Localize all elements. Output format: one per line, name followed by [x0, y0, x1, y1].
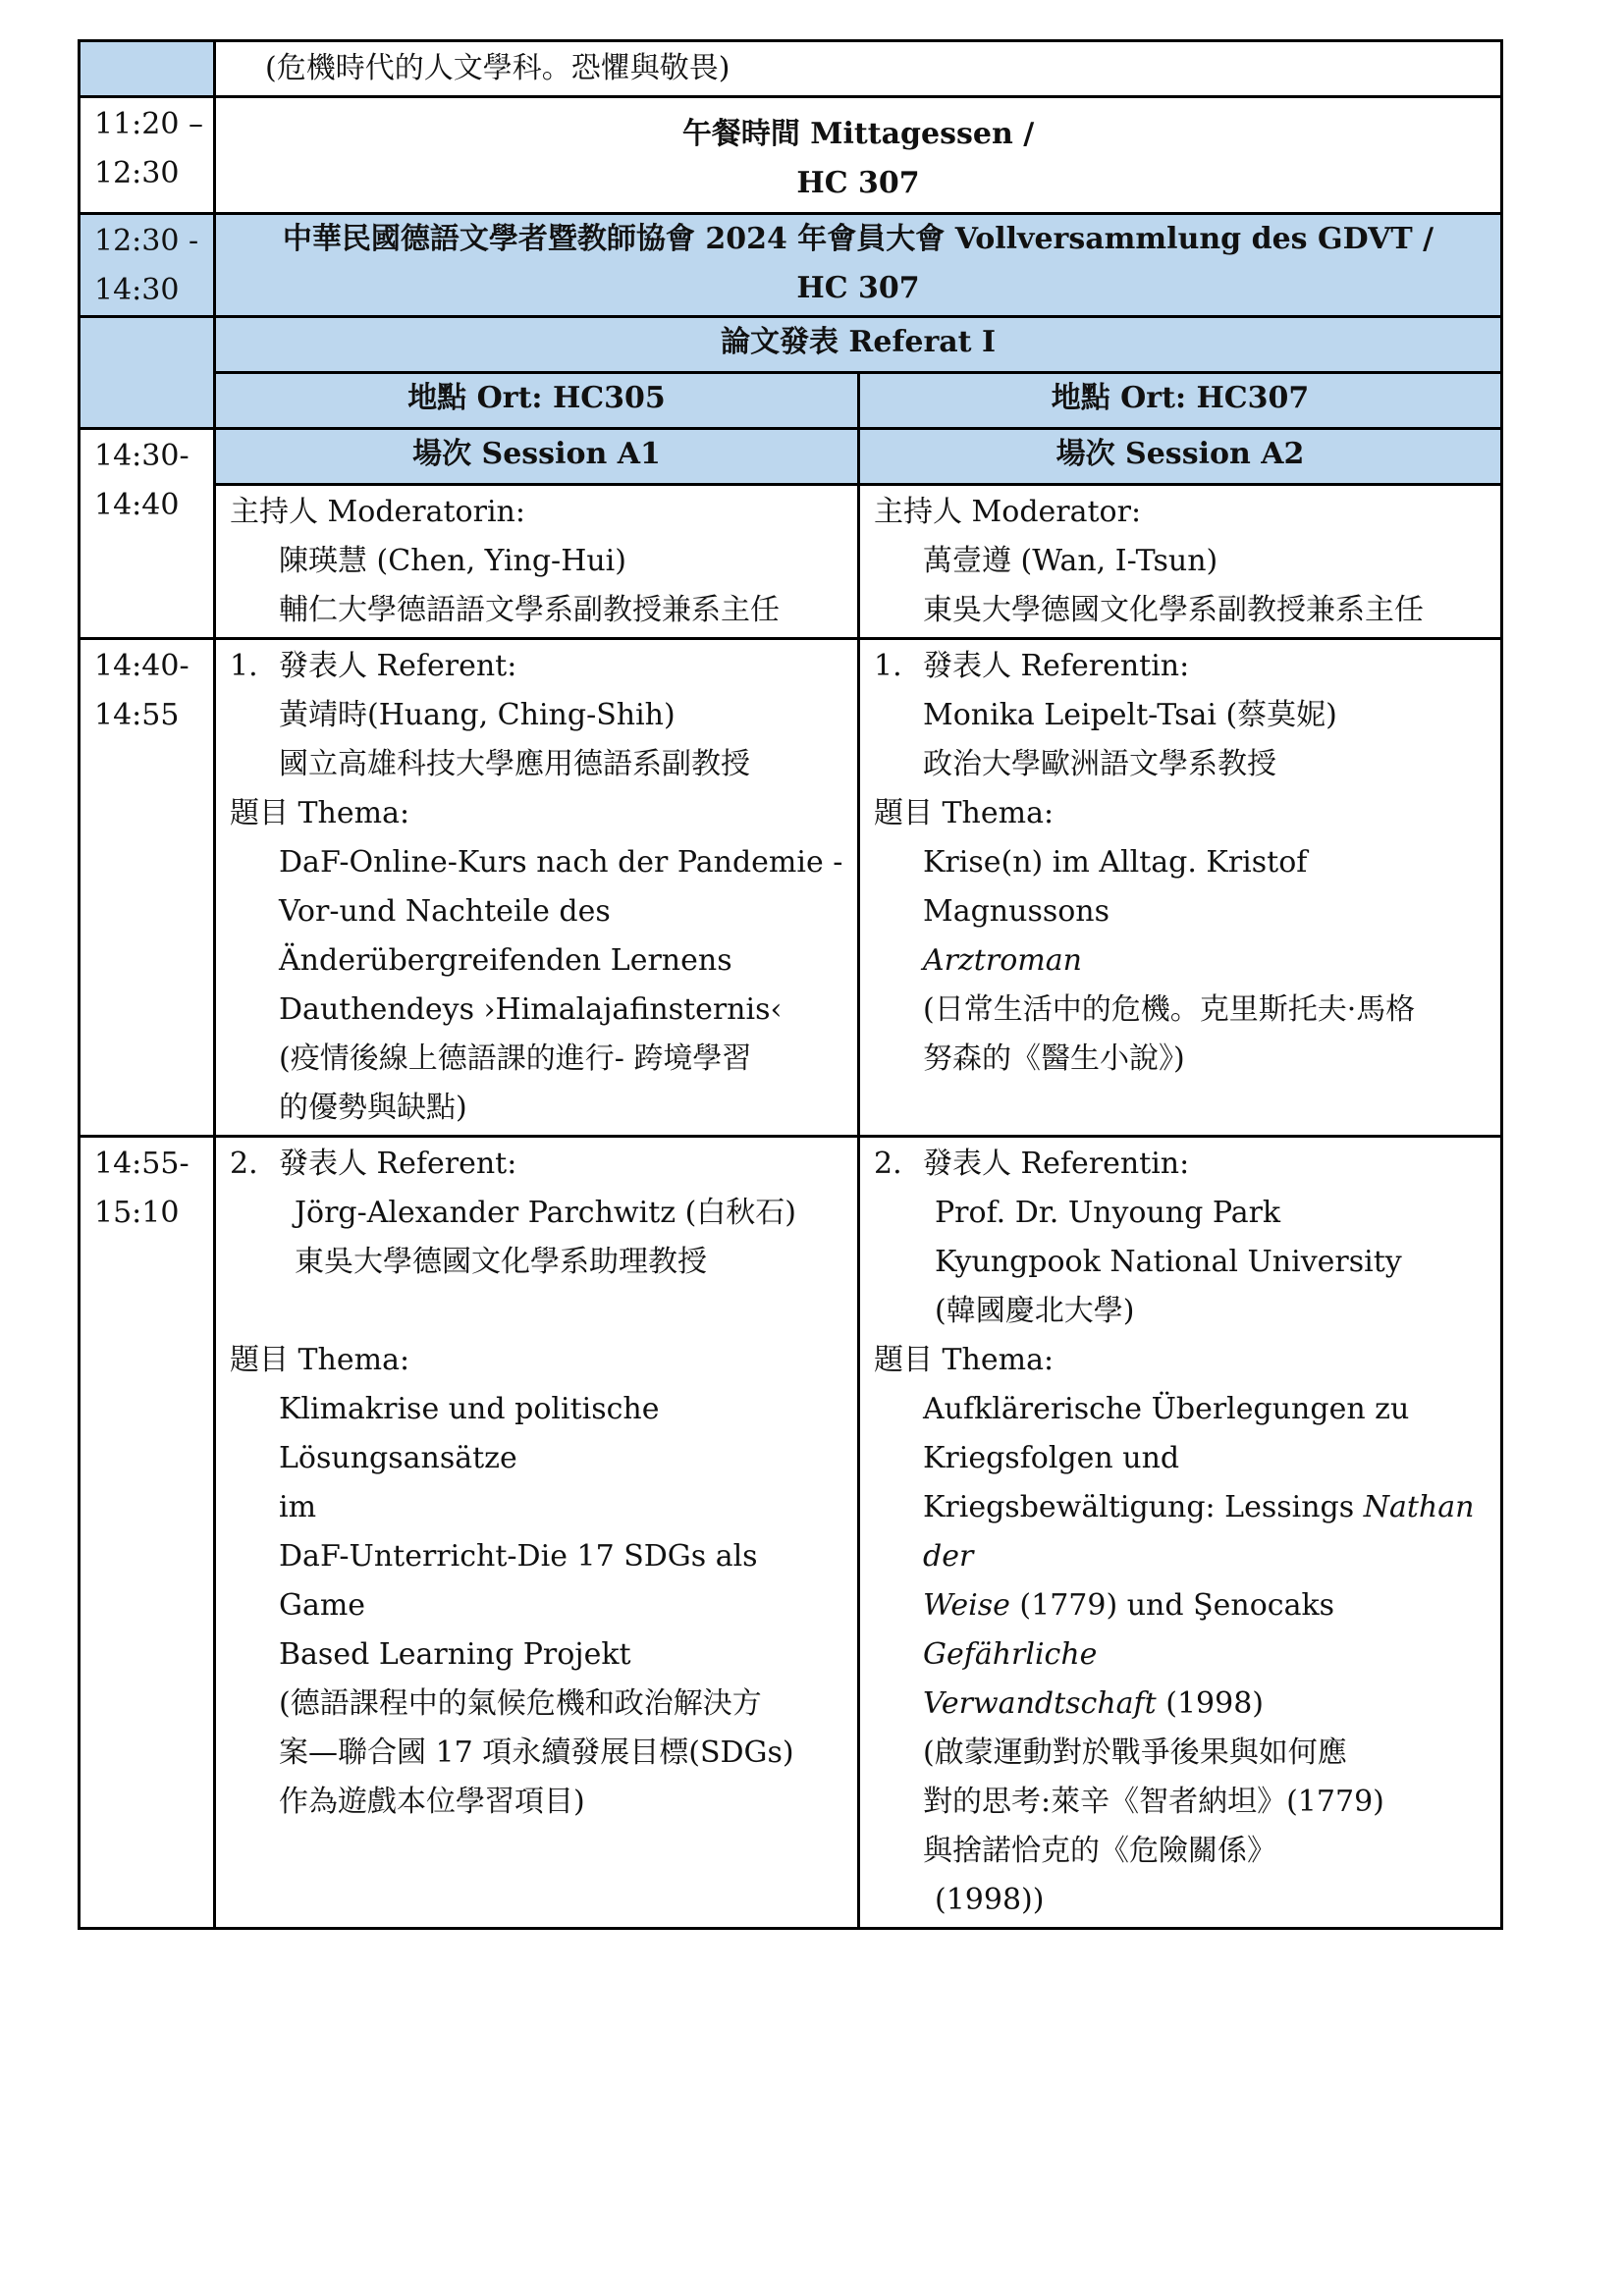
talk-1-b: [859, 639, 1502, 1137]
time-start: 11:20 –: [94, 107, 203, 141]
thema-line: 努森的《醫生小說》): [923, 1041, 1185, 1076]
thema-title: Gefährliche: [923, 1637, 1098, 1672]
time-start: 14:30-: [94, 439, 189, 473]
thema-line: Arztroman: [923, 943, 1082, 978]
presenter-line: [230, 642, 847, 691]
lunch-title: 午餐時間 Mittagessen /: [681, 117, 1035, 151]
presenter-line: [874, 1140, 1490, 1189]
thema-line: DaF-Online-Kurs nach der Pandemie -: [279, 845, 843, 880]
presenter-name: Prof. Dr. Unyoung Park: [935, 1196, 1281, 1230]
time-cell: [80, 429, 215, 639]
thema-line: (疫情後線上德語課的進行- 跨境學習: [279, 1041, 752, 1076]
presenter-label: 發表人 Referentin:: [923, 649, 1190, 683]
thema-line: 與捨諾恰克的《危險關係》: [923, 1834, 1276, 1868]
presenter-affiliation: 國立高雄科技大學應用德語系副教授: [279, 747, 750, 781]
moderator-name: 萬壹遵 (Wan, I-Tsun): [923, 544, 1218, 578]
thema-line: 案—聯合國 17 項永續發展目標(SDGs): [279, 1735, 794, 1770]
thema-line: [874, 1483, 1490, 1581]
time-cell: [80, 41, 215, 97]
spacer: [230, 1287, 847, 1336]
thema-line: DaF-Unterricht-Die 17 SDGs als Game: [279, 1539, 758, 1623]
thema-line: (德語課程中的氣候危機和政治解決方: [279, 1686, 762, 1721]
presenter-label: 發表人 Referent:: [279, 649, 517, 683]
presenter-affiliation: (韓國慶北大學): [935, 1294, 1135, 1328]
thema-text: Kriegsbewältigung: Lessings: [923, 1490, 1364, 1524]
presenter-name: Monika Leipelt-Tsai (蔡莫妮): [923, 698, 1337, 732]
session-a: 場次 Session A1: [215, 429, 859, 485]
time-cell: [80, 317, 215, 429]
schedule-table: [78, 39, 1503, 1930]
thema-text: (1998): [1156, 1686, 1265, 1721]
time-end: 14:40: [94, 488, 180, 522]
time-start: 12:30 -: [94, 224, 199, 258]
thema-line: im: [279, 1490, 317, 1524]
assembly-title: 中華民國德語文學者暨教師協會 2024 年會員大會 Vollversammlung des GDVT /: [282, 222, 1434, 256]
thema-line: Based Learning Projekt: [279, 1637, 631, 1672]
row-talk-2: [80, 1137, 1502, 1929]
thema-line: 對的思考:萊辛《智者納坦》(1779): [923, 1785, 1384, 1819]
thema-label: 題目 Thema:: [230, 1343, 410, 1377]
previous-cell: [215, 41, 1502, 97]
moderator-a: [215, 485, 859, 639]
previous-text: (危機時代的人文學科。恐懼與敬畏): [265, 51, 730, 85]
presenter-name: 黃靖時(Huang, Ching-Shih): [279, 698, 676, 732]
moderator-b: [859, 485, 1502, 639]
assembly-room: HC 307: [796, 271, 920, 305]
thema-title: Nathan der: [923, 1490, 1475, 1574]
thema-line: (日常生活中的危機。克里斯托夫·馬格: [923, 992, 1416, 1027]
presenter-line: [230, 1140, 847, 1189]
time-end: 14:30: [94, 273, 180, 307]
thema-title: Verwandtschaft: [923, 1686, 1157, 1721]
thema-label: 題目 Thema:: [874, 1343, 1055, 1377]
presenter-label: 發表人 Referent:: [279, 1147, 517, 1181]
talk-number: 2.: [874, 1147, 902, 1181]
thema-line: Kriegsfolgen und: [923, 1441, 1180, 1475]
presenter-affiliation: 政治大學歐洲語文學系教授: [923, 747, 1276, 781]
time-start: 14:55-: [94, 1147, 189, 1181]
time-cell: [80, 639, 215, 1137]
talk-2-b: [859, 1137, 1502, 1929]
moderator-label: 主持人 Moderator:: [874, 495, 1142, 529]
presenter-line: [874, 642, 1490, 691]
thema-label: 題目 Thema:: [874, 796, 1055, 830]
thema-title: Weise: [923, 1588, 1010, 1623]
time-end: 12:30: [94, 156, 180, 190]
assembly-cell: [215, 214, 1502, 317]
row-lunch: [80, 97, 1502, 214]
thema-line: Dauthendeys ›Himalajafinsternis‹: [279, 992, 783, 1027]
thema-line: 的優勢與缺點): [279, 1091, 467, 1125]
referat-title: 論文發表 Referat I: [215, 317, 1502, 373]
thema-line: Krise(n) im Alltag. Kristof Magnussons: [923, 845, 1308, 929]
moderator-affiliation: 輔仁大學德語語文學系副教授兼系主任: [279, 593, 780, 627]
location-a: 地點 Ort: HC305: [215, 373, 859, 429]
thema-line: Klimakrise und politische Lösungsansätze: [279, 1392, 660, 1475]
talk-1-a: [215, 639, 859, 1137]
presenter-name: Jörg-Alexander Parchwitz (白秋石): [295, 1196, 797, 1230]
thema-line: 作為遊戲本位學習項目): [279, 1785, 585, 1819]
time-cell: [80, 214, 215, 317]
presenter-affiliation: Kyungpook National University: [935, 1245, 1402, 1279]
talk-number: 2.: [230, 1147, 258, 1181]
row-talk-1: [80, 639, 1502, 1137]
talk-number: 1.: [874, 649, 902, 683]
location-b: 地點 Ort: HC307: [859, 373, 1502, 429]
thema-line: Aufklärerische Überlegungen zu: [923, 1392, 1410, 1426]
thema-line: (1998)): [935, 1883, 1045, 1917]
presenter-label: 發表人 Referentin:: [923, 1147, 1190, 1181]
row-session: [80, 429, 1502, 485]
session-b: 場次 Session A2: [859, 429, 1502, 485]
row-referat-title: [80, 317, 1502, 373]
thema-label: 題目 Thema:: [230, 796, 410, 830]
row-previous: [80, 41, 1502, 97]
time-end: 14:55: [94, 698, 180, 732]
moderator-name: 陳瑛慧 (Chen, Ying-Hui): [279, 544, 626, 578]
presenter-affiliation: 東吳大學德國文化學系助理教授: [295, 1245, 707, 1279]
talk-2-a: [215, 1137, 859, 1929]
thema-line: Vor-und Nachteile des: [279, 894, 611, 929]
thema-text: (1779) und Şenocaks: [1009, 1588, 1335, 1623]
row-moderators: [80, 485, 1502, 639]
moderator-label: 主持人 Moderatorin:: [230, 495, 525, 529]
thema-line: [874, 1680, 1490, 1729]
row-locations: [80, 373, 1502, 429]
time-start: 14:40-: [94, 649, 189, 683]
time-end: 15:10: [94, 1196, 180, 1230]
lunch-room: HC 307: [796, 166, 920, 200]
lunch-cell: [215, 97, 1502, 214]
thema-line: (啟蒙運動對於戰爭後果與如何應: [923, 1735, 1347, 1770]
moderator-affiliation: 東吳大學德國文化學系副教授兼系主任: [923, 593, 1424, 627]
thema-line: [874, 1581, 1490, 1680]
time-cell: [80, 97, 215, 214]
time-cell: [80, 1137, 215, 1929]
thema-line: Änderübergreifenden Lernens: [279, 943, 732, 978]
talk-number: 1.: [230, 649, 258, 683]
row-assembly: [80, 214, 1502, 317]
